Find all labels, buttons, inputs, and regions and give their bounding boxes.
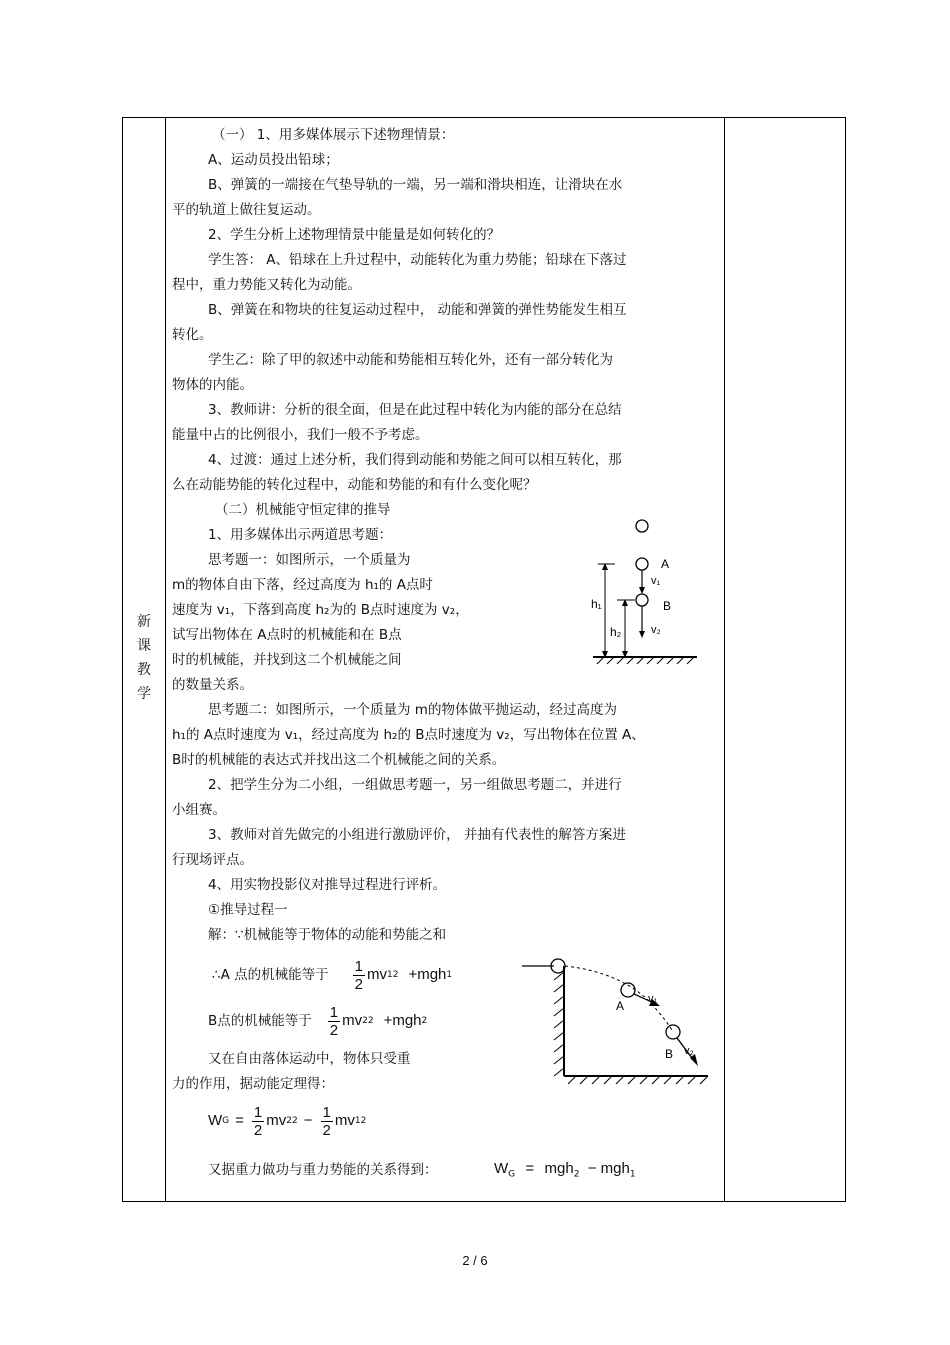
text-line: 又据重力做功与重力势能的关系得到： [208, 1162, 438, 1178]
text-line: 3、教师讲：分析的很全面，但是在此过程中转化为内能的部分在总结 [208, 402, 622, 418]
text-line: 能量中占的比例很小，我们一般不予考虑。 [172, 427, 429, 443]
label-v2: v₂ [651, 624, 661, 636]
text-line: 2、把学生分为二小组，一组做思考题一，另一组做思考题二，并进行 [208, 777, 622, 793]
text-line: 时的机械能，并找到这二个机械能之间 [172, 652, 402, 668]
column-divider [724, 118, 725, 1201]
ground-hatch [568, 1076, 708, 1084]
ball-a [636, 558, 648, 570]
fraction: $\frac{1}{2}$ [329, 1003, 339, 1039]
formula-work: W G = $\frac{1}{2}$ mv 2 2 − $\frac{1}{2}$ mv 1 2 [208, 1103, 367, 1139]
text-line: B、弹簧的一端接在气垫导轨的一端，另一端和滑块相连，让滑块在水 [208, 177, 623, 193]
text-line: 力的作用，据动能定理得： [172, 1076, 334, 1092]
label-a: A [661, 557, 670, 571]
label-v1: v₁ [648, 993, 658, 1005]
text-line: 4、过渡：通过上述分析，我们得到动能和势能之间可以相互转化，那 [208, 452, 622, 468]
side-char: 学 [137, 686, 151, 702]
page-number: 2 / 6 [462, 1253, 488, 1268]
label-v1: v₁ [651, 575, 661, 587]
side-char: 课 [137, 638, 151, 654]
side-label [133, 610, 155, 706]
formula-a: ∴A 点的机械能等于 $\frac{1}{2}$ mv 1 2 +mgh 1 [212, 957, 453, 993]
ball-top [636, 520, 648, 532]
text-line: 又在自由落体运动中，物体只受重 [208, 1051, 411, 1067]
ground-hatch [597, 657, 694, 664]
projectile-diagram [518, 950, 713, 1085]
formula-label: B点的机械能等于 [208, 1013, 312, 1029]
section-heading: （二）机械能守恒定律的推导 [215, 502, 391, 518]
text-line: 学生乙：除了甲的叙述中动能和势能相互转化外，还有一部分转化为 [208, 352, 613, 368]
fraction: $\frac{1}{2}$ [322, 1103, 331, 1139]
text-line: 3、教师对首先做完的小组进行激励评价， 并抽有代表性的解答方案进 [208, 827, 626, 843]
fraction: $\frac{1}{2}$ [253, 1103, 263, 1139]
text-line: 转化。 [172, 327, 213, 343]
text-line: 程中，重力势能又转化为动能。 [172, 277, 361, 293]
text-line: 速度为 v₁，下落到高度 h₂为的 B点时速度为 v₂， [172, 602, 469, 618]
text-line: 试写出物体在 A点时的机械能和在 B点 [172, 627, 402, 643]
text-line: 么在动能势能的转化过程中，动能和势能的和有什么变化呢？ [172, 477, 537, 493]
text-line: ①推导过程一 [208, 902, 288, 918]
label-v2: v₂ [684, 1045, 694, 1057]
label-b: B [665, 1047, 674, 1061]
ball-b [636, 594, 648, 606]
ball-b [666, 1025, 680, 1039]
label-h1: h₁ [591, 597, 602, 611]
text-line: 1、用多媒体出示两道思考题： [208, 527, 393, 543]
label-a: A [616, 999, 625, 1013]
text-line: （一） 1、用多媒体展示下述物理情景： [212, 127, 455, 143]
text-line: B时的机械能的表达式并找出这二个机械能之间的关系。 [172, 752, 506, 768]
formula-label: ∴A 点的机械能等于 [212, 967, 329, 983]
column-divider [165, 118, 166, 1201]
free-fall-diagram [585, 512, 705, 667]
text-line: A、运动员投出铅球； [208, 152, 339, 168]
text-line: h₁的 A点时速度为 v₁，经过高度为 h₂的 B点时速度为 v₂，写出物体在位置 A、 [172, 727, 645, 743]
wall-hatch [554, 972, 564, 1076]
label-b: B [663, 599, 672, 613]
text-line: 的数量关系。 [172, 677, 253, 693]
text-line: 物体的内能。 [172, 377, 253, 393]
text-line: 学生答： A、铅球在上升过程中，动能转化为重力势能；铅球在下落过 [208, 252, 627, 268]
formula-b: B点的机械能等于 $\frac{1}{2}$ mv 2 2 +mgh 2 [208, 1003, 428, 1039]
text-line: m的物体自由下落，经过高度为 h₁的 A点时 [172, 577, 433, 593]
text-line: B、弹簧在和物块的往复运动过程中， 动能和弹簧的弹性势能发生相互 [208, 302, 627, 318]
label-h2: h₂ [610, 625, 622, 639]
text-line: 解：∵机械能等于物体的动能和势能之和 [208, 927, 447, 943]
side-char: 新 [137, 614, 151, 630]
text-line: 平的轨道上做往复运动。 [172, 202, 321, 218]
text-line: 行现场评点。 [172, 852, 253, 868]
text-line: 思考题二：如图所示，一个质量为 m的物体做平抛运动，经过高度为 [208, 702, 617, 718]
text-line: 4、用实物投影仪对推导过程进行评析。 [208, 877, 447, 893]
text-line: 小组赛。 [172, 802, 226, 818]
text-line: 思考题一：如图所示，一个质量为 [208, 552, 411, 568]
formula-potential: $W_G = mgh_2 - mgh_1$ [494, 1160, 636, 1180]
text-line: 2、学生分析上述物理情景中能量是如何转化的？ [208, 227, 501, 243]
fraction: $\frac{1}{2}$ [354, 957, 363, 993]
side-char: 教 [137, 662, 151, 678]
